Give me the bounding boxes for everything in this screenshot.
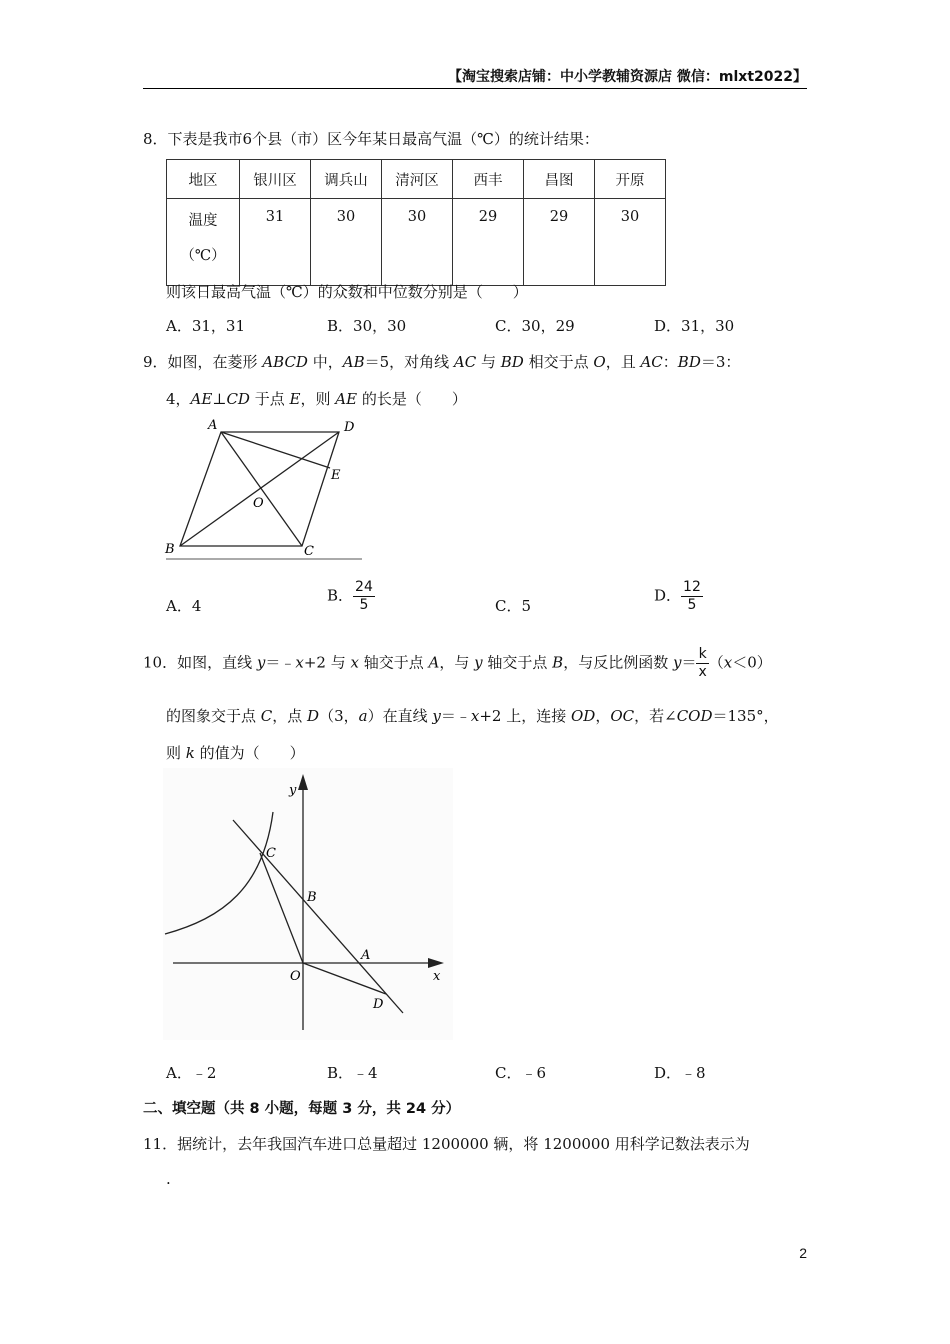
text-span: ＜0） [732, 653, 772, 672]
text-span: 4， [166, 390, 191, 408]
table-cell: 29 [524, 199, 595, 286]
q10-option-b: B．﹣4 [327, 1064, 378, 1082]
option-label: D． [654, 586, 682, 605]
text-span: ＝135°， [712, 707, 779, 725]
text-span: 的值为（ ） [194, 744, 305, 762]
text-span: 9．如图，在菱形 [143, 353, 263, 371]
text-span: ，则 [300, 390, 336, 408]
q10-line-1 [143, 646, 772, 681]
text-span: 轴交于点 [358, 653, 429, 672]
q9-option-c: C．5 [495, 597, 532, 615]
text-span: ， [595, 707, 611, 725]
text-span: 的长是（ ） [357, 390, 467, 408]
q9-line-2 [166, 388, 467, 409]
q10-line-3 [166, 742, 305, 763]
diagonal-ac [221, 432, 302, 546]
q9-line-1 [143, 351, 740, 372]
q8-option-d: D．31，30 [654, 317, 735, 335]
coordinate-figure [163, 768, 453, 1040]
math-var: BD [677, 353, 701, 371]
math-var: COD [676, 707, 713, 725]
q8-option-c: C．30，29 [495, 317, 575, 335]
math-var: A [428, 653, 440, 672]
fraction [353, 579, 375, 614]
label-d: D [373, 997, 384, 1012]
label-a: A [208, 418, 218, 433]
numerator: 24 [355, 579, 373, 595]
text-span: 相交于点 [523, 353, 594, 371]
math-var: E [289, 390, 301, 408]
label-b: B [165, 542, 175, 557]
table-header-cell: 银川区 [240, 160, 311, 199]
text-span: ，与反比例函数 [563, 653, 673, 672]
q8-option-a: A．31，31 [166, 317, 246, 335]
label-a: A [361, 948, 371, 963]
text-span: ，点 [272, 707, 308, 725]
text-span: ＝3： [700, 353, 741, 371]
text-span: 则 [166, 744, 186, 762]
math-var: ABCD [262, 353, 308, 371]
text-span: ： [662, 353, 678, 371]
table-header-cell: 昌图 [524, 160, 595, 199]
option-label: B． [327, 586, 354, 605]
q11-text: 11．据统计，去年我国汽车进口总量超过 1200000 辆，将 1200000 用科学记数法表示为 [143, 1135, 750, 1153]
denominator: x [698, 664, 707, 680]
math-var: y [672, 653, 682, 672]
row-label-line-2: （℃） [180, 248, 226, 264]
text-span: ，且 [605, 353, 641, 371]
header-divider [143, 88, 807, 89]
math-var: x [470, 707, 480, 725]
diagonal-bd [180, 432, 339, 546]
math-var: CD [226, 390, 250, 408]
math-var: AC [453, 353, 477, 371]
text-span: 与 [476, 353, 501, 371]
table-header-cell: 地区 [167, 160, 240, 199]
math-var: x [295, 653, 304, 672]
text-span: 中， [307, 353, 343, 371]
math-var: y [432, 707, 441, 725]
label-c: C [266, 846, 276, 861]
temperature-table [166, 159, 666, 286]
table-cell: 30 [382, 199, 453, 286]
text-span: （3， [319, 707, 359, 725]
math-var: B [552, 653, 564, 672]
numerator: 12 [683, 579, 701, 595]
text-span: （ [708, 653, 724, 672]
math-var: AB [342, 353, 365, 371]
text-span: ＝ [681, 653, 697, 672]
rhombus-figure [160, 412, 370, 564]
table-header-cell: 西丰 [453, 160, 524, 199]
q10-option-a: A．﹣2 [166, 1064, 217, 1082]
q9-option-d [654, 579, 703, 614]
page-header: 【淘宝搜索店铺：中小学教辅资源店 微信：mlxt2022】 [448, 69, 807, 85]
math-var: C [260, 707, 273, 725]
q10-line-2 [166, 705, 779, 726]
q10-option-c: C．﹣6 [495, 1064, 547, 1082]
text-span: ⊥ [212, 390, 227, 408]
text-span: +2 与 [303, 653, 351, 672]
text-span: ＝﹣ [265, 653, 296, 672]
section-title: 二、填空题（共 8 小题，每题 3 分，共 24 分） [143, 1101, 461, 1117]
label-y: y [289, 783, 297, 798]
q11-tail: . [166, 1170, 171, 1188]
text-span: 轴交于点 [482, 653, 553, 672]
q9-option-a: A．4 [166, 597, 202, 615]
math-var: BD [500, 353, 524, 371]
math-var: D [307, 707, 320, 725]
math-var: x [723, 653, 733, 672]
fraction [681, 579, 703, 614]
table-row-label [167, 199, 240, 286]
table-header-cell: 开原 [595, 160, 666, 199]
text-span: 10．如图，直线 [143, 653, 257, 672]
row-label-line-1: 温度 [188, 213, 218, 229]
denominator: 5 [359, 597, 369, 613]
q8-question: 则该日最高气温（℃）的众数和中位数分别是（ ） [166, 283, 528, 301]
math-var: y [474, 653, 483, 672]
fraction-k-over-x [696, 646, 708, 681]
table-header-cell: 清河区 [382, 160, 453, 199]
math-var: O [593, 353, 606, 371]
text-span: 的图象交于点 [166, 707, 261, 725]
text-span: ，若∠ [634, 707, 677, 725]
q9-option-b [327, 579, 375, 614]
label-o: O [290, 969, 301, 984]
math-var: OD [570, 707, 596, 725]
text-span: 于点 [249, 390, 290, 408]
numerator: k [696, 646, 708, 664]
table-cell: 29 [453, 199, 524, 286]
q10-option-d: D．﹣8 [654, 1064, 706, 1082]
math-var: AE [335, 390, 358, 408]
label-d: D [344, 420, 355, 435]
label-x: x [433, 969, 441, 984]
text-span: ，与 [439, 653, 475, 672]
label-e: E [331, 468, 341, 483]
q8-option-b: B．30，30 [327, 317, 407, 335]
math-var: y [256, 653, 266, 672]
math-var: AE [190, 390, 213, 408]
text-span: ）在直线 [367, 707, 433, 725]
page-number: 2 [799, 1245, 807, 1261]
table-cell: 30 [595, 199, 666, 286]
table-header-cell: 调兵山 [311, 160, 382, 199]
denominator: 5 [687, 597, 697, 613]
text-span: ＝5，对角线 [364, 353, 454, 371]
math-var: k [185, 744, 195, 762]
math-var: a [358, 707, 368, 725]
table-cell: 30 [311, 199, 382, 286]
table-cell: 31 [240, 199, 311, 286]
text-span: ＝﹣ [440, 707, 471, 725]
text-span: +2 上，连接 [479, 707, 571, 725]
label-c: C [304, 544, 314, 559]
math-var: OC [610, 707, 635, 725]
label-o: O [253, 496, 264, 511]
label-b: B [307, 890, 317, 905]
math-var: x [350, 653, 359, 672]
q8-stem: 8．下表是我市6个县（市）区今年某日最高气温（℃）的统计结果： [143, 130, 599, 148]
math-var: AC [640, 353, 663, 371]
